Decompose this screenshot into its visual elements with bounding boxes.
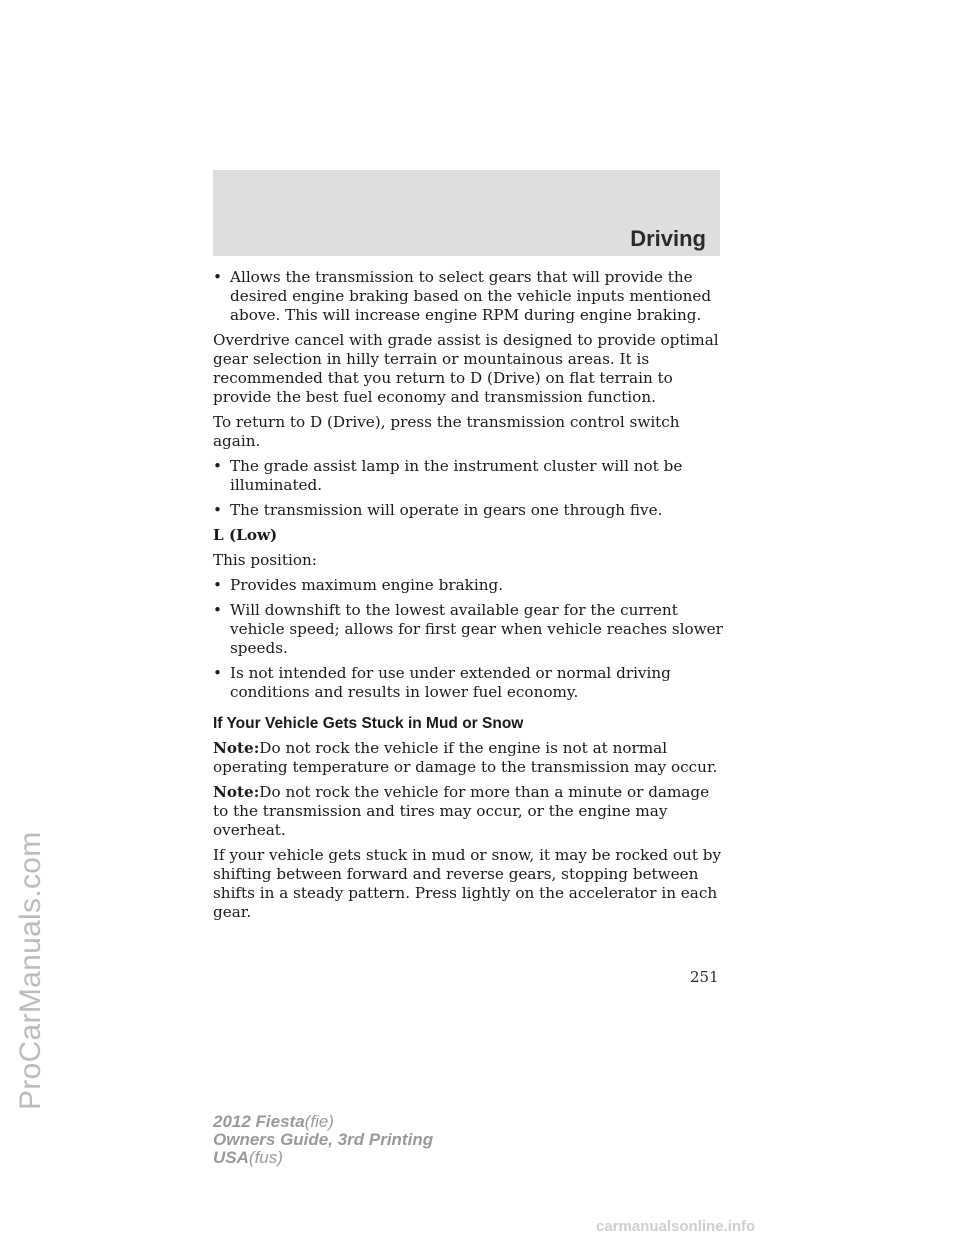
list-item [213,576,728,595]
footer-model-code: (fie) [304,1112,334,1131]
footer-line-market [213,1149,433,1167]
page-number: 251 [690,968,719,986]
note-text: Do not rock the vehicle if the engine is not at normal operating temperature or damage to the transmission may occur. [213,739,718,776]
list-item-text: Is not intended for use under extended or normal driving conditions and results in lower fuel economy. [230,664,671,701]
note-label: Note: [213,783,260,801]
section-header-bar [213,170,720,256]
list-item-text: Provides maximum engine braking. [230,576,504,594]
low-intro: This position: [213,551,317,569]
low-heading: L (Low) [213,526,278,544]
side-watermark: ProCarManuals.com [14,831,47,1110]
list-item [213,501,728,520]
bullet-icon: • [213,268,222,286]
footer [213,1113,433,1167]
note-paragraph [213,739,728,777]
note-label: Note: [213,739,260,757]
list-item [213,457,728,495]
stuck-heading: If Your Vehicle Gets Stuck in Mud or Snow [213,715,524,732]
bullet-icon: • [213,576,222,594]
list-item-text: Will downshift to the lowest available gear for the current vehicle speed; allows for first gear when vehicle reaches slower speeds. [230,601,723,657]
paragraph-return: To return to D (Drive), press the transmission control switch again. [213,413,680,450]
bullet-icon: • [213,501,222,519]
list-item [213,601,728,658]
bullet-icon: • [213,457,222,475]
footer-market-code: (fus) [248,1148,283,1167]
footer-line-model [213,1113,433,1131]
footer-line-guide: Owners Guide, 3rd Printing [213,1130,434,1149]
footer-model: 2012 Fiesta [213,1112,305,1131]
paragraph-stuck: If your vehicle gets stuck in mud or snow, it may be rocked out by shifting between forward and reverse gears, stopping between shifts in a steady pattern. Press lightly on the accelerator in each gear. [213,846,722,921]
list-item-text: The grade assist lamp in the instrument cluster will not be illuminated. [230,457,683,494]
list-item [213,664,728,702]
paragraph-overdrive: Overdrive cancel with grade assist is designed to provide optimal gear selection in hilly terrain or mountainous areas. It is recommended that you return to D (Drive) on flat terrain to provide the best fuel economy and transmission function. [213,331,719,406]
bullet-icon: • [213,601,222,619]
list-item-text: The transmission will operate in gears one through five. [230,501,663,519]
page-content [213,268,728,928]
list-item-text: Allows the transmission to select gears that will provide the desired engine braking based on the vehicle inputs mentioned above. This will increase engine RPM during engine braking. [230,268,712,324]
note-text: Do not rock the vehicle for more than a minute or damage to the transmission and tires may occur, or the engine may overheat. [213,783,710,839]
footer-market: USA [213,1148,249,1167]
bullet-icon: • [213,664,222,682]
list-item [213,268,728,325]
bottom-watermark: carmanualsonline.info [596,1218,756,1235]
note-paragraph [213,783,728,840]
section-title: Driving [630,226,706,251]
